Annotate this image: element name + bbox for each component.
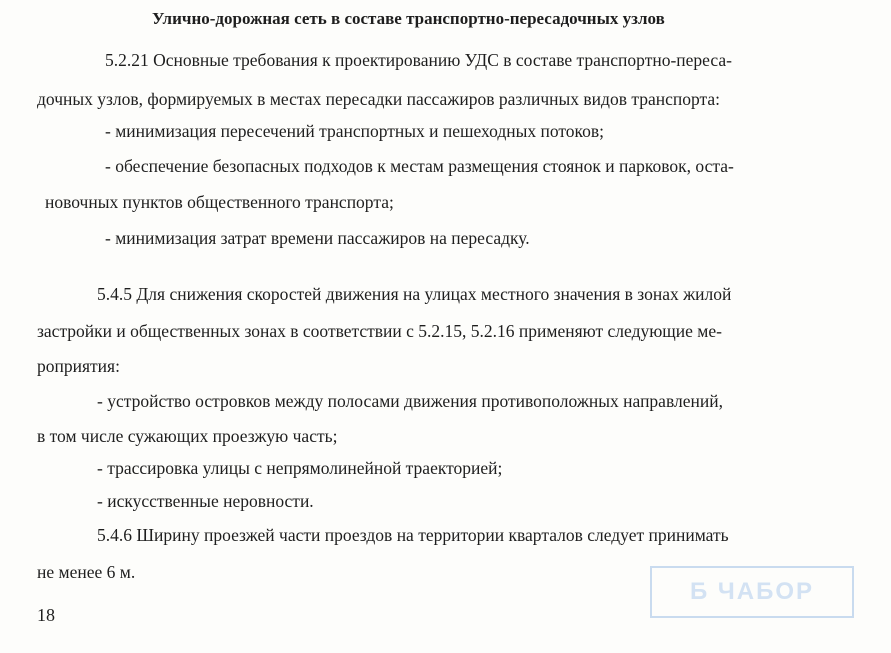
section-heading: Улично-дорожная сеть в составе транспортно-пересадочных узлов [152, 9, 665, 28]
text-line: 5.4.6 Ширину проезжей части проездов на территории кварталов следует принимать [97, 525, 729, 545]
faded-stamp: Б ЧАБОР [650, 566, 854, 618]
text-line: в том числе сужающих проезжую часть; [37, 426, 338, 446]
list-item: - трассировка улицы с непрямолинейной траекторией; [97, 458, 503, 478]
text-line: не менее 6 м. [37, 562, 136, 582]
text-line: 5.4.5 Для снижения скоростей движения на улицах местного значения в зонах жилой [97, 284, 732, 304]
text-line: 5.2.21 Основные требования к проектированию УДС в составе транспортно-переса- [105, 50, 732, 70]
list-item: - минимизация пересечений транспортных и пешеходных потоков; [105, 121, 605, 141]
list-item: - минимизация затрат времени пассажиров на пересадку. [105, 228, 530, 248]
list-item: - обеспечение безопасных подходов к местам размещения стоянок и парковок, оста- [105, 156, 734, 176]
text-line: дочных узлов, формируемых в местах пересадки пассажиров различных видов транспорта: [37, 89, 720, 109]
text-line: застройки и общественных зонах в соответствии с 5.2.15, 5.2.16 применяют следующие ме- [37, 321, 722, 341]
list-item: - искусственные неровности. [97, 491, 314, 511]
text-line: новочных пунктов общественного транспорта; [45, 192, 394, 212]
text-line: роприятия: [37, 356, 120, 376]
list-item: - устройство островков между полосами движения противоположных направлений, [97, 391, 723, 411]
page-number: 18 [37, 605, 55, 625]
